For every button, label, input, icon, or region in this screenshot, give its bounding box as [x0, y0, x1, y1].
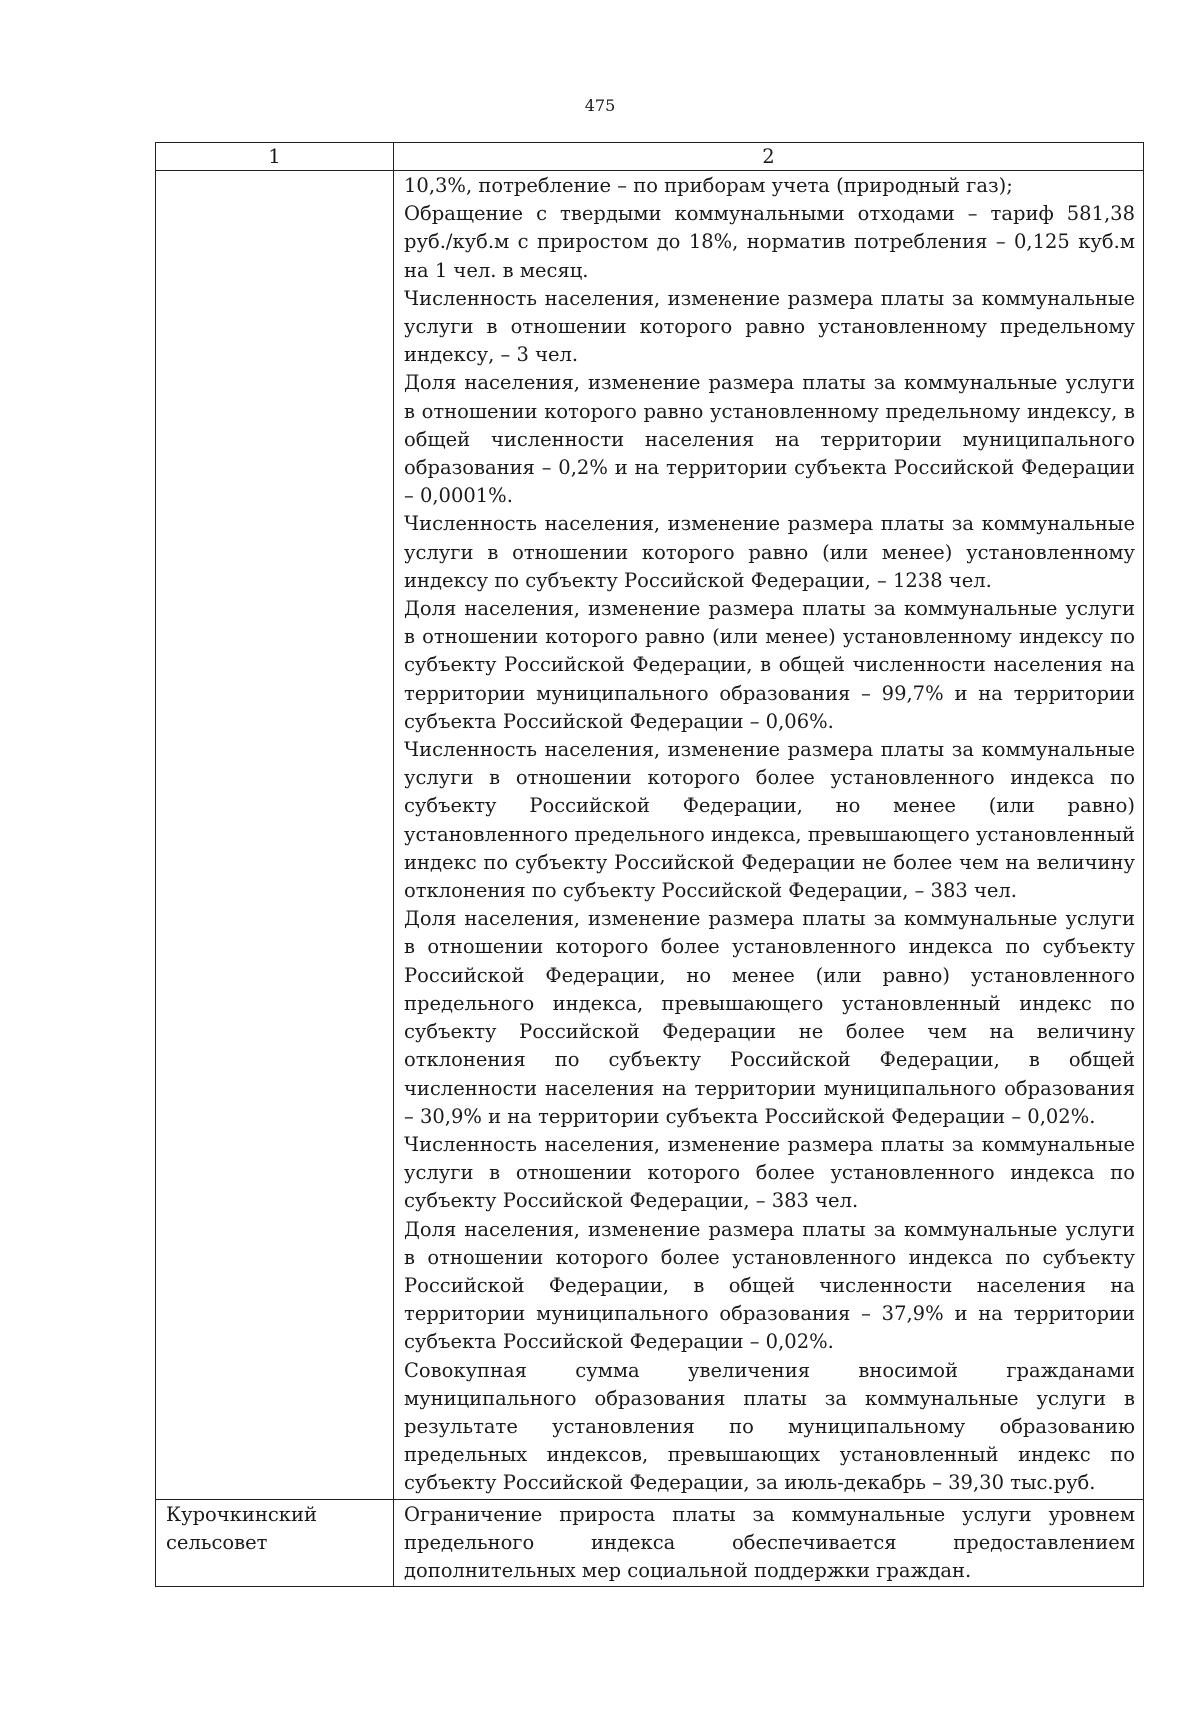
- paragraph: Доля населения, изменение размера платы за коммунальные услуги в отношении которого более установленного индекса по субъекту Российской Федерации, в общей численности населения на территории муниципального образования – 37,9% и на территории субъекта Российской Федерации – 0,02%.: [404, 1217, 1135, 1354]
- paragraph: Численность населения, изменение размера платы за коммунальные услуги в отношении которого более установленного индекса по субъекту Российской Федерации, – 383 чел.: [404, 1132, 1135, 1213]
- paragraph: Доля населения, изменение размера платы за коммунальные услуги в отношении которого равно (или менее) установленному индексу по субъекту Российской Федерации, в общей численности населения на территории муниципального образования – 99,7% и на территории субъекта Российской Федерации – 0,06%.: [404, 597, 1135, 733]
- row-content-cell: [394, 171, 1144, 1500]
- document-table: [155, 142, 1144, 1587]
- table-header-row: [156, 143, 1144, 171]
- header-cell-col1: 1: [156, 143, 394, 171]
- paragraph: Доля населения, изменение размера платы за коммунальные услуги в отношении которого равно установленному предельному индексу, в общей численности населения на территории муниципального образования – 0,2% и на территории субъекта Российской Федерации – 0,0001%.: [404, 371, 1135, 508]
- paragraph: Ограничение прироста платы за коммунальные услуги уровнем предельного индекса обеспечивается предоставлением дополнительных мер социальной поддержки граждан.: [404, 1502, 1135, 1582]
- row-label-cell: [156, 171, 394, 1500]
- paragraph: Совокупная сумма увеличения вносимой гражданами муниципального образования платы за коммунальные услуги в результате установления по муниципальному образованию предельных индексов, превышающих установленный индекс по субъекту Российской Федерации, за июль-декабрь – 39,30 тыс.руб.: [404, 1358, 1135, 1495]
- row-label-cell: [156, 1499, 394, 1587]
- paragraph: Обращение с твердыми коммунальными отходами – тариф 581,38 руб./куб.м с приростом до 18%, норматив потребления – 0,125 куб.м на 1 чел. в месяц.: [404, 202, 1135, 282]
- paragraph: Численность населения, изменение размера платы за коммунальные услуги в отношении которого более установленного индекса по субъекту Российской Федерации, но менее (или равно) установленного предельного индекса, превышающего установленный индекс по субъекту Российской Федерации не более чем на величину отклонения по субъекту Российской Федерации, – 383 чел.: [404, 738, 1135, 903]
- row-content-cell: [394, 1499, 1144, 1587]
- municipality-name: Курочкинский сельсовет: [166, 1502, 317, 1554]
- page-number: 475: [584, 96, 616, 115]
- paragraph: 10,3%, потребление – по приборам учета (природный газ);: [404, 174, 1013, 197]
- table-row: [156, 1499, 1144, 1587]
- header-cell-col2: 2: [394, 143, 1144, 171]
- paragraph: Численность населения, изменение размера платы за коммунальные услуги в отношении которого равно (или менее) установленному индексу по субъекту Российской Федерации, – 1238 чел.: [404, 512, 1135, 592]
- table-row: [156, 171, 1144, 1500]
- paragraph: Доля населения, изменение размера платы за коммунальные услуги в отношении которого более установленного индекса по субъекту Российской Федерации, но менее (или равно) установленного предельного индекса, превышающего установленный индекс по субъекту Российской Федерации не более чем на величину отклонения по субъекту Российской Федерации, в общей численности населения на территории муниципального образования – 30,9% и на территории субъекта Российской Федерации – 0,02%.: [404, 907, 1135, 1128]
- paragraph: Численность населения, изменение размера платы за коммунальные услуги в отношении которого равно установленному предельному индексу, – 3 чел.: [404, 286, 1135, 367]
